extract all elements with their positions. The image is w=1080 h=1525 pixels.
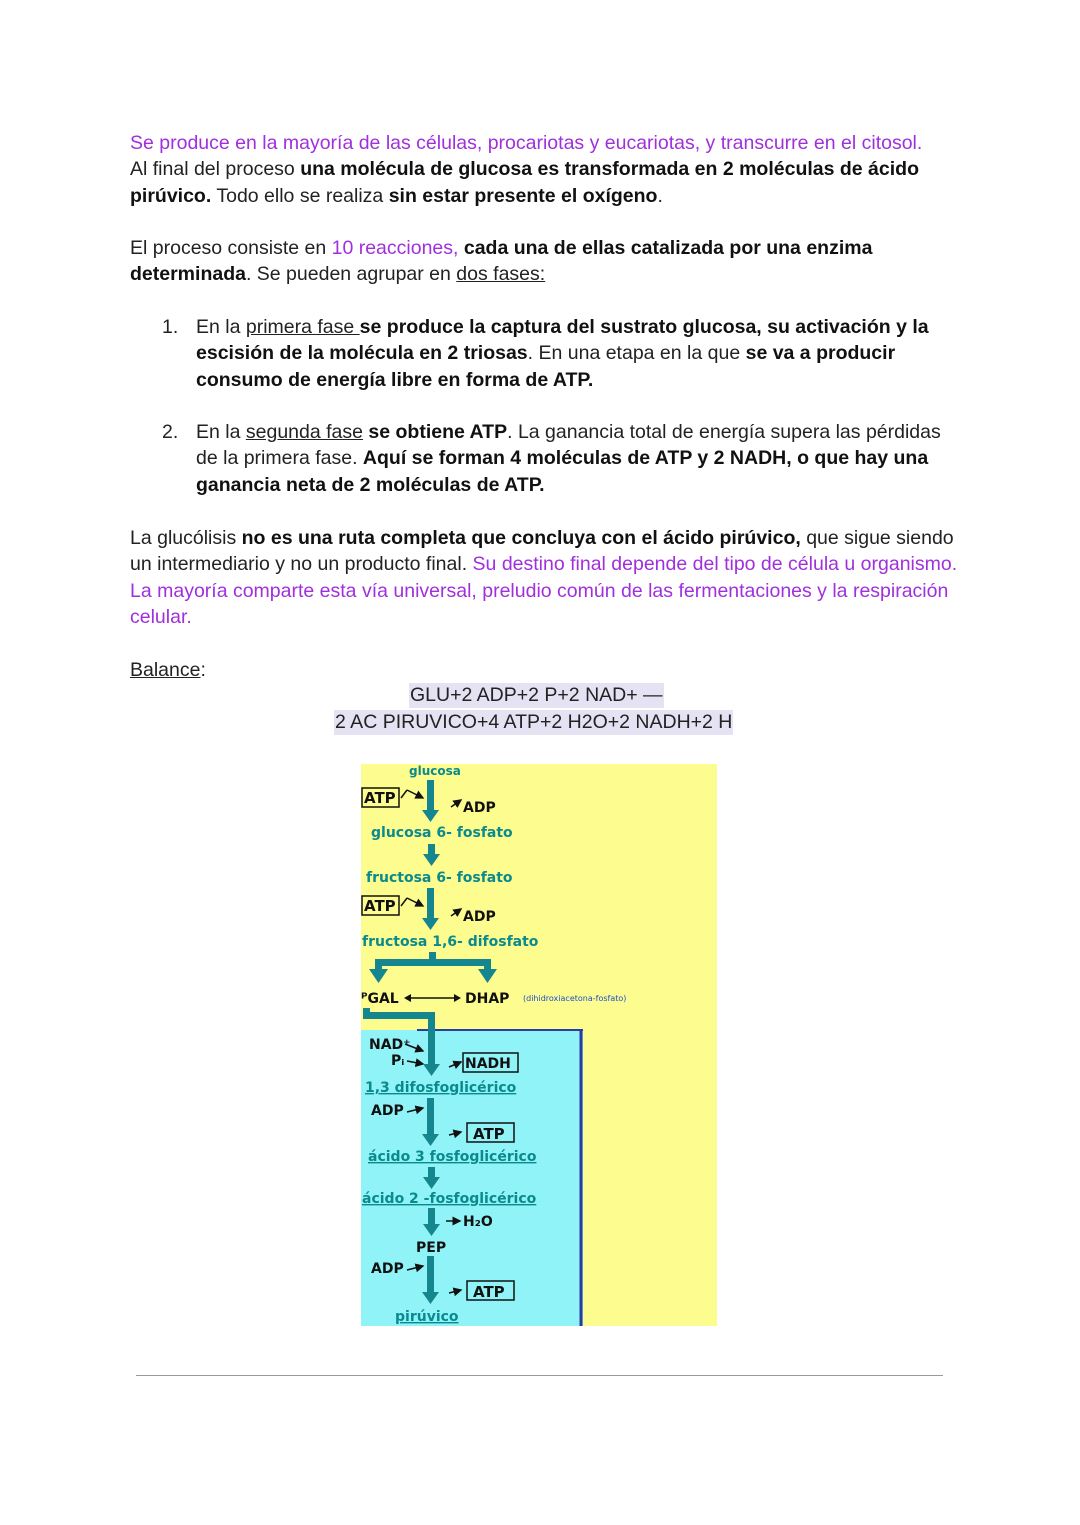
bold-span: cada una de ellas catalizada por una enzima determinada (130, 237, 873, 286)
paragraph-process (130, 235, 960, 288)
fructosa-16-difosfato-label: fructosa 1,6- difosfato (362, 934, 539, 950)
adp-in-3-label: ADP (371, 1103, 404, 1119)
balance-equation-line-2: 2 AC PIRUVICO+4 ATP+2 H2O+2 NADH+2 H (335, 711, 733, 733)
text-span: : (200, 659, 206, 681)
text-span: Su destino final depende del tipo de célula u organismo. La mayoría comparte esta vía universal, preludio común de las fermentaciones y la respiración celular. (130, 553, 958, 628)
balance-equation-line-1: GLU+2 ADP+2 P+2 NAD+ — (410, 684, 663, 706)
paragraph-intro (130, 130, 960, 209)
atp-in-1-label: ATP (364, 789, 396, 807)
underlined-span: Balance (130, 659, 201, 681)
pgal-label: ᴾGAL (361, 991, 399, 1007)
nad-label: NAD⁺ (369, 1037, 411, 1053)
list-number: 1. (162, 316, 179, 338)
glucosa-6-fosfato-label: glucosa 6- fosfato (371, 825, 513, 841)
acido-3-label: ácido 3 fosfoglicérico (368, 1149, 537, 1165)
bold-span: se va a producir consumo de energía libre en forma de ATP. (196, 342, 896, 391)
balance-heading (130, 657, 206, 683)
glycolysis-diagram-svg (361, 764, 717, 1326)
adp-out-1-label: ADP (463, 800, 496, 816)
text-span: En la (196, 421, 246, 443)
adp-out-2-label: ADP (463, 909, 496, 925)
difosfoglicerico-label: 1,3 difosfoglicérico (365, 1080, 517, 1096)
piruvico-label: pirúvico (395, 1309, 459, 1325)
underlined-span: segunda fase (245, 421, 363, 443)
bold-span: sin estar presente el oxígeno (388, 184, 658, 207)
text-span: En la (196, 316, 246, 338)
list-number: 2. (162, 421, 179, 443)
text-span: El proceso consiste en (130, 237, 332, 259)
glucosa-label: glucosa (409, 764, 461, 778)
atp-out-4-label: ATP (473, 1283, 505, 1301)
atp-out-3-label: ATP (473, 1125, 505, 1143)
text-span: Todo ello se realiza (211, 184, 389, 207)
pi-label: Pᵢ (391, 1053, 405, 1069)
text-span: . (657, 184, 663, 207)
glycolysis-diagram (361, 764, 717, 1326)
bold-span: se produce la captura del sustrato glucosa, su activación y la escisión de la molécula en 2 triosas (196, 316, 929, 365)
text-span: . La ganancia total de energía supera las pérdidas de la primera fase. (196, 421, 941, 470)
list-text (196, 314, 956, 393)
bold-span: se obtiene ATP (368, 421, 508, 443)
bold-span: Aquí se forman 4 moléculas de ATP y 2 NADH, o que hay una ganancia neta de 2 moléculas de ATP. (196, 447, 929, 496)
horizontal-rule (136, 1375, 943, 1376)
paragraph-destination (130, 525, 960, 630)
text-span: 10 reacciones, (331, 237, 459, 259)
text-span: . Se pueden agrupar en (245, 263, 457, 286)
underlined-span: dos fases: (456, 263, 546, 286)
acido-2-label: ácido 2 -fosfoglicérico (362, 1191, 537, 1207)
bold-span: una molécula de glucosa es transformada en 2 moléculas de ácido pirúvico. (130, 158, 919, 207)
nadh-label: NADH (465, 1056, 511, 1072)
text-span: . En una etapa en la que (527, 342, 746, 365)
list-text (196, 419, 956, 498)
text-span: Se produce en la mayoría de las células, procariotas y eucariotas, y transcurre en el citosol. (130, 132, 923, 154)
fructosa-6-fosfato-label: fructosa 6- fosfato (366, 870, 513, 886)
text-span: Al final del proceso (130, 158, 301, 181)
dhap-label: DHAP (465, 991, 510, 1007)
adp-in-4-label: ADP (371, 1261, 404, 1277)
pep-label: PEP (416, 1240, 447, 1256)
underlined-span: primera fase (245, 316, 360, 338)
h2o-label: H₂O (463, 1214, 493, 1230)
atp-in-2-label: ATP (364, 897, 396, 915)
bold-span: no es una ruta completa que concluya con el ácido pirúvico, (241, 527, 801, 549)
text-span: que sigue siendo un intermediario y no un producto final. (130, 527, 954, 576)
text-span: La glucólisis (130, 527, 242, 549)
dhap-note: (dihidroxiacetona-fosfato) (523, 994, 627, 1003)
